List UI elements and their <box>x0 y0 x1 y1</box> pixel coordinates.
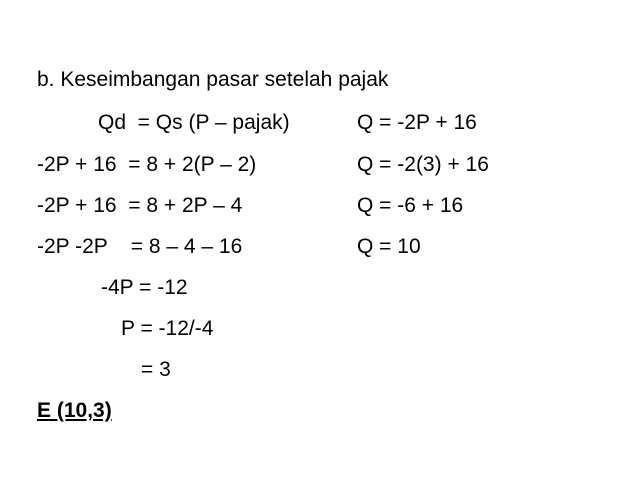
equation-line-7: = 3 <box>141 358 171 381</box>
heading: b. Keseimbangan pasar setelah pajak <box>37 68 389 91</box>
quantity-line-2: Q = -2(3) + 16 <box>357 153 489 176</box>
equation-line-6: P = -12/-4 <box>121 317 214 340</box>
quantity-line-1: Q = -2P + 16 <box>357 111 477 134</box>
equation-line-4: -2P -2P = 8 – 4 – 16 <box>37 235 243 258</box>
quantity-line-4: Q = 10 <box>357 235 421 258</box>
equation-line-3: -2P + 16 = 8 + 2P – 4 <box>37 194 243 217</box>
equation-line-1: Qd = Qs (P – pajak) <box>98 111 290 134</box>
equilibrium-result: E (10,3) <box>37 399 112 422</box>
equation-line-5: -4P = -12 <box>101 276 188 299</box>
quantity-line-3: Q = -6 + 16 <box>357 194 464 217</box>
equation-line-2: -2P + 16 = 8 + 2(P – 2) <box>37 153 257 176</box>
